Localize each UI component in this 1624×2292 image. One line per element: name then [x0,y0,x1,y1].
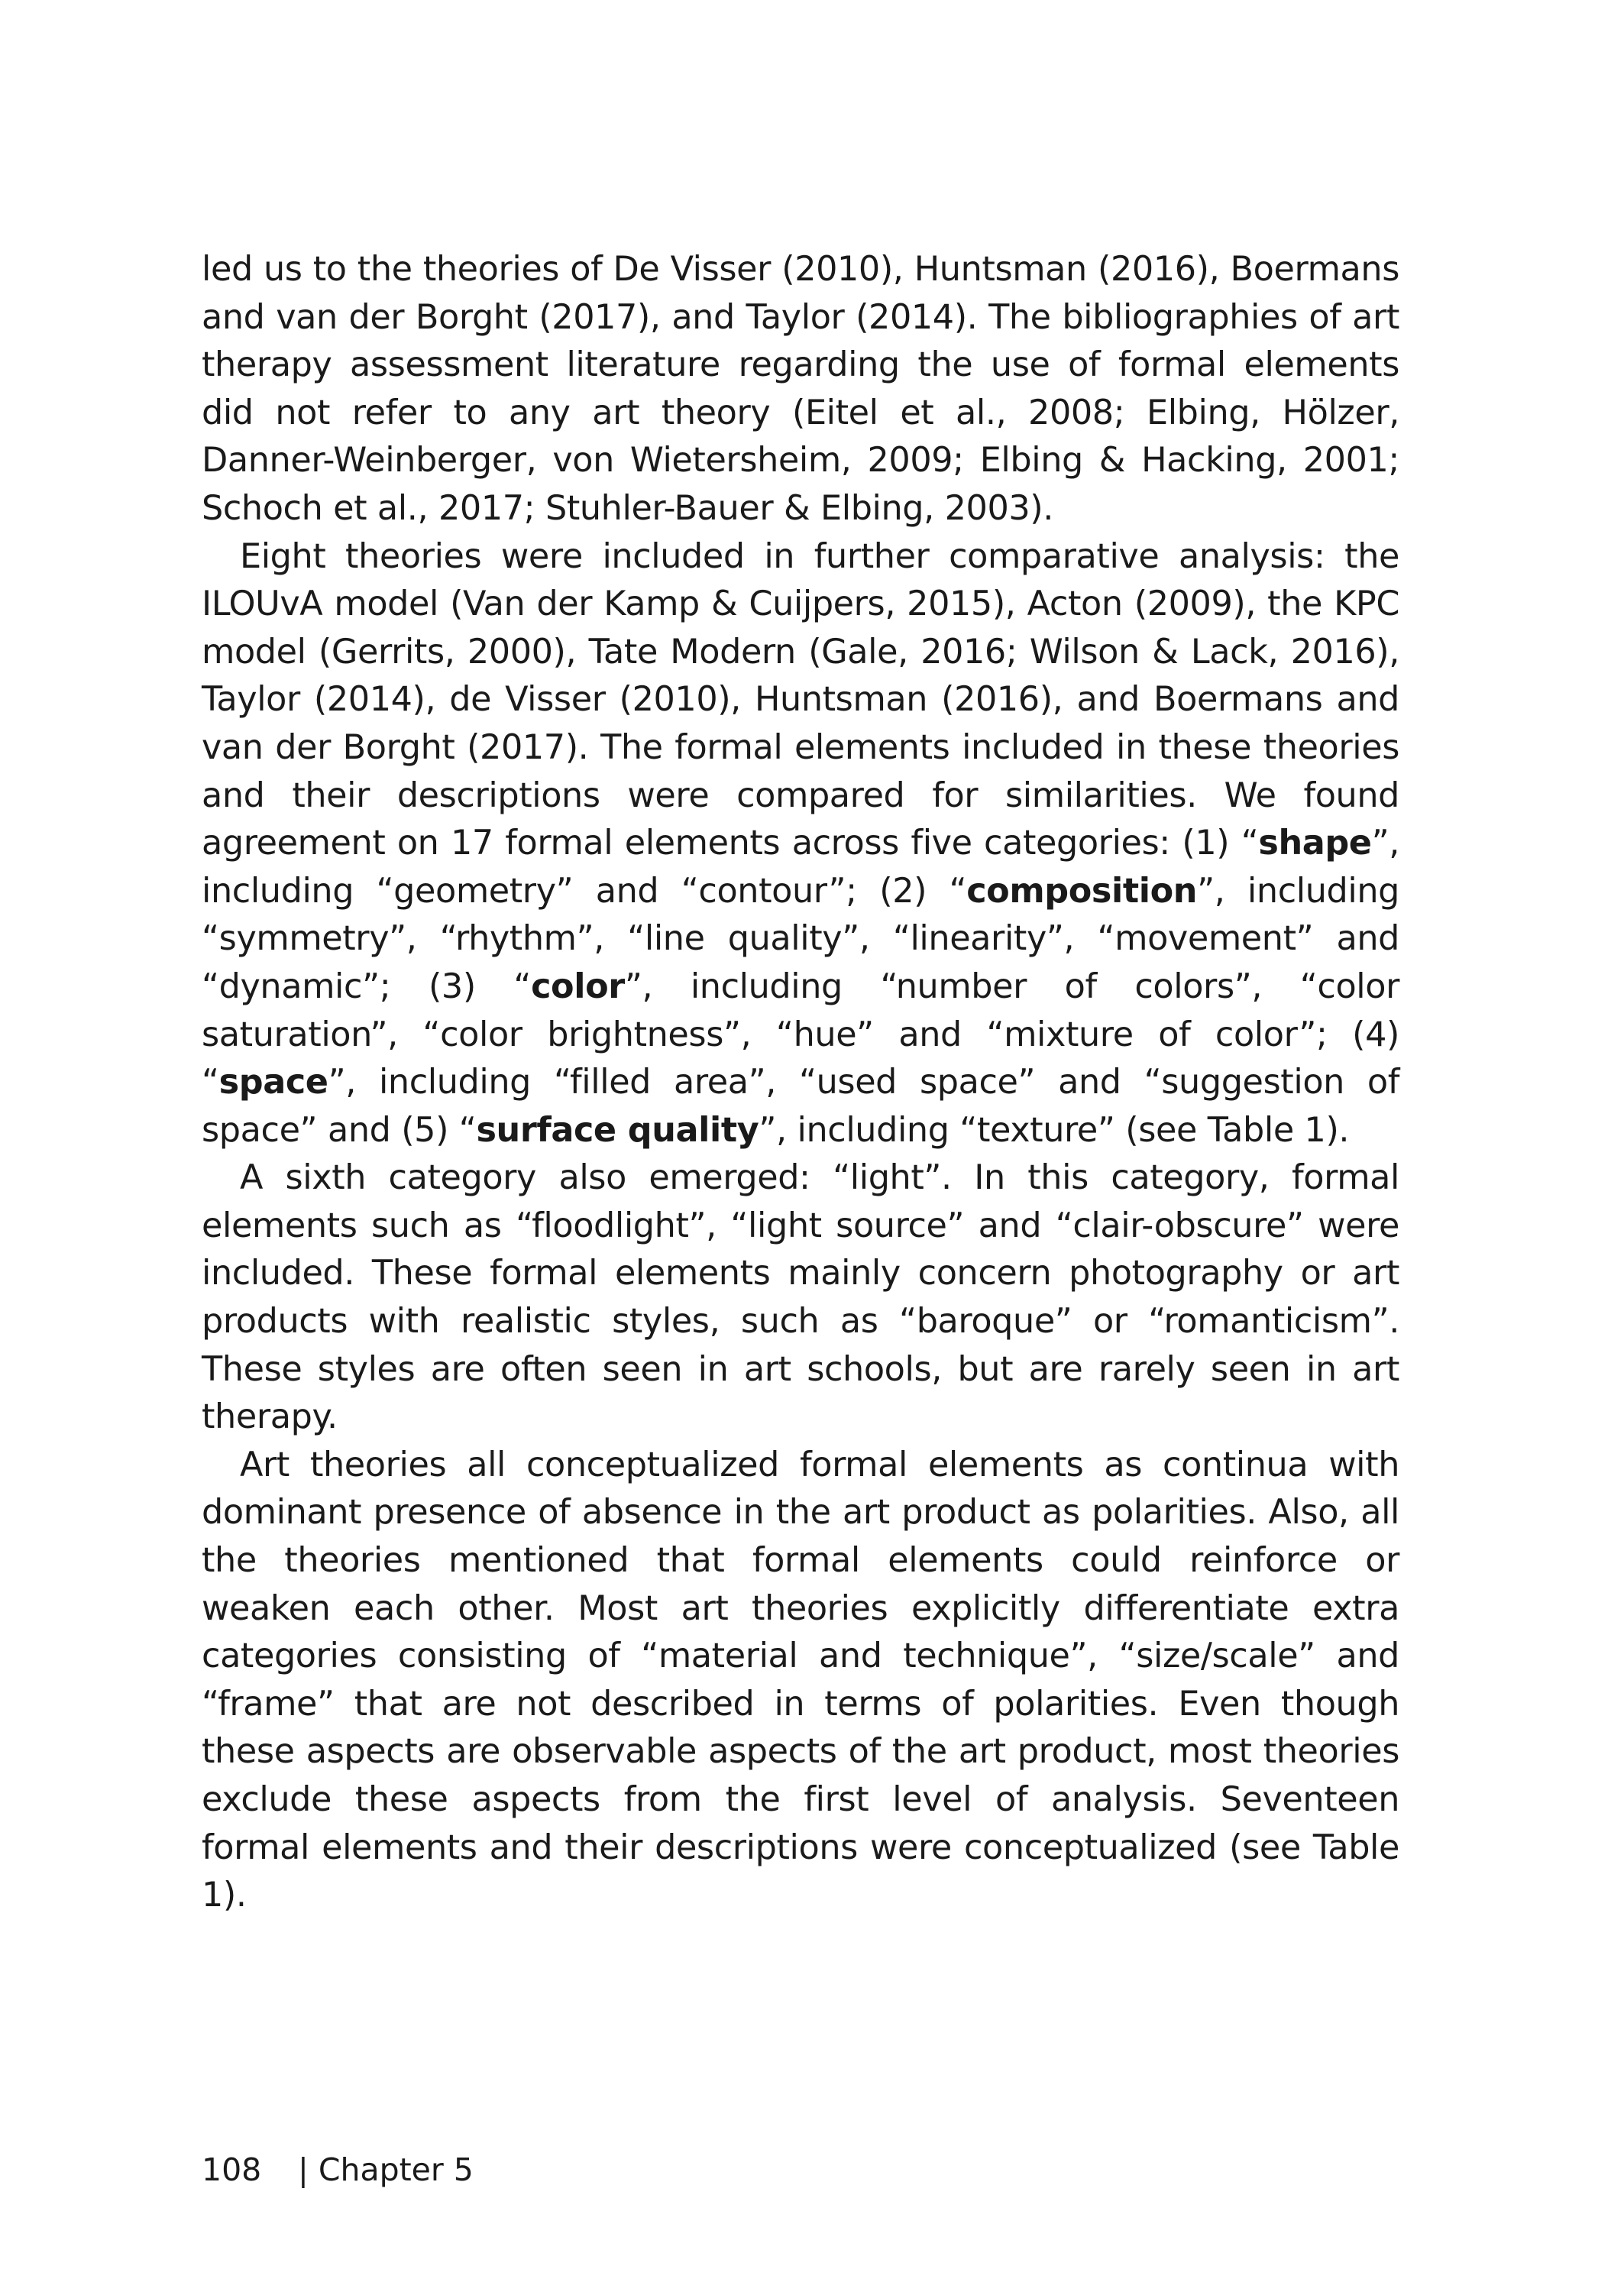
paragraph-text: ”, including “number of colors”, “color saturation”, “color brightness”, “hue” and “mixture of color”; (4) “ [202,966,1399,1102]
paragraph-text: led us to the theories of De Visser (2010), Huntsman (2016), Boermans and van der Borght (2017), and Taylor (2014). The bibliographies of art therapy assessment literature regarding the use of formal elements did not refer to any art theory (Eitel et al., 2008; Elbing, Hölzer, Danner-Weinberger, von Wietersheim, 2009; Elbing & Hacking, 2001; Schoch et al., 2017; Stuhler-Bauer & Elbing, 2003). [202,250,1399,528]
paragraph-2 [202,533,1399,1155]
paragraph-text: A sixth category also emerged: “light”. In this category, formal elements such as “floodlight”, “light source” and “clair-obscure” were included. These formal elements mainly concern photography or art products with realistic styles, such as “baroque” or “romanticism”. These styles are often seen in art schools, but are rarely seen in art therapy. [202,1158,1399,1437]
paragraph-text: Eight theories were included in further comparative analysis: the ILOUvA model (Van der Kamp & Cuijpers, 2015), Acton (2009), the KPC model (Gerrits, 2000), Tate Modern (Gale, 2016; Wilson & Lack, 2016), Taylor (2014), de Visser (2010), Huntsman (2016), and Boermans and van der Borght (2017). The formal elements included in these theories and their descriptions were compared for similarities. We found agreement on 17 formal elements across five categories: (1) “ [202,536,1399,863]
paragraph-text: ”, including “texture” (see Table 1). [759,1110,1350,1150]
paragraph-text: ”, including “geometry” and “contour”; (2) “ [202,824,1399,911]
emphasis-space: space [218,1063,328,1102]
paragraph-4 [202,1442,1399,1920]
paragraph-3 [202,1154,1399,1442]
chapter-label: | Chapter 5 [298,2151,474,2188]
page-footer [202,2148,474,2191]
body-text [202,246,1399,1920]
emphasis-composition: composition [966,871,1198,911]
emphasis-color: color [531,966,625,1006]
emphasis-surface-quality: surface quality [476,1110,759,1150]
paragraph-text: Art theories all conceptualized formal elements as continua with dominant presence of absence in the art product as polarities. Also, all the theories mentioned that formal elements could reinforce or weaken each other. Most art theories explicitly differentiate extra categories consisting of “material and technique”, “size/scale” and “frame” that are not described in terms of polarities. Even though these aspects are observable aspects of the art product, most theories exclude these aspects from the first level of analysis. Seventeen formal elements and their descriptions were conceptualized (see Table 1). [202,1445,1399,1915]
page-number: 108 [202,2151,262,2188]
emphasis-shape: shape [1258,824,1372,863]
paragraph-1 [202,246,1399,533]
paragraph-text: ”, including “symmetry”, “rhythm”, “line quality”, “linearity”, “movement” and “dynamic”; (3) “ [202,871,1399,1006]
paragraph-text: ”, including “filled area”, “used space” and “suggestion of space” and (5) “ [202,1063,1399,1150]
